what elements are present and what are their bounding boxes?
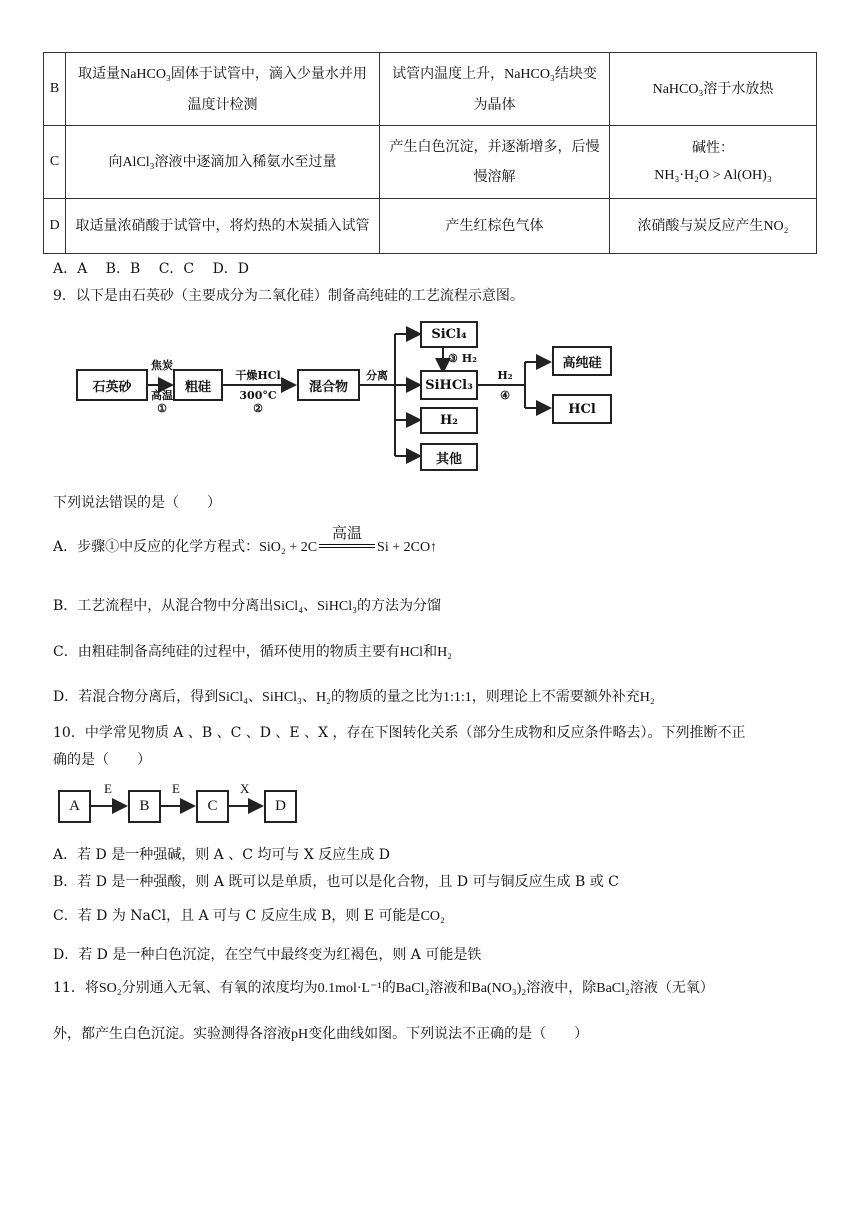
q10-option-b: B．若 D 是一种强酸，则 A 既可以是单质，也可以是化合物，且 D 可与铜反应生成 B 或 C [53, 874, 619, 890]
table-row [44, 126, 817, 199]
box-sihcl3: SiHCl₃ [420, 370, 478, 400]
step1-condition: 高温 [151, 389, 173, 402]
operation-cell: 取适量浓硝酸于试管中，将灼热的木炭插入试管 [66, 199, 380, 254]
conversion-diagram [58, 783, 308, 828]
operation-cell: 向AlCl₃溶液中逐滴加入稀氨水至过量 [66, 126, 380, 199]
table-row [44, 53, 817, 126]
experiment-table [43, 52, 817, 254]
step1-number: ① [157, 402, 167, 415]
q10-option-c: C．若 D 为 NaCl，且 A 可与 C 反应生成 B，则 E 可能是CO₂ [53, 908, 445, 924]
q9-prompt: 下列说法错误的是（ ） [53, 495, 221, 511]
arrow-label-x: X [240, 781, 250, 796]
step2-reagent: 干燥HCl [235, 369, 281, 382]
q9-option-d: D．若混合物分离后，得到SiCl₄、SiHCl₃、H₂的物质的量之比为1:1:1，则理论上不需要额外补充H₂ [53, 689, 655, 705]
step2-number: ② [253, 402, 263, 415]
step2-condition: 300°C [239, 389, 277, 402]
row-label: B [44, 53, 66, 126]
separate-label: 分离 [366, 369, 388, 382]
phenomenon-cell: 试管内温度上升，NaHCO₃结块变为晶体 [380, 53, 610, 126]
box-quartz-sand: 石英砂 [76, 369, 148, 401]
step4-reagent: H₂ [497, 369, 513, 382]
q9-option-c: C．由粗硅制备高纯硅的过程中，循环使用的物质主要有HCl和H₂ [53, 644, 453, 660]
table-row [44, 199, 817, 254]
conclusion-cell: NaHCO₃溶于水放热 [610, 53, 817, 126]
step1-reagent: 焦炭 [151, 359, 173, 372]
step3-label: ③ H₂ [448, 352, 477, 365]
arrow-label-e1: E [104, 781, 112, 796]
q9-stem: 9．以下是由石英砂（主要成分为二氧化硅）制备高纯硅的工艺流程示意图。 [53, 288, 524, 304]
step4-number: ④ [500, 389, 510, 402]
box-b: B [128, 790, 161, 823]
box-d: D [264, 790, 297, 823]
box-c: C [196, 790, 229, 823]
row-label: C [44, 126, 66, 199]
box-crude-silicon: 粗硅 [173, 369, 223, 401]
box-pure-silicon: 高纯硅 [552, 346, 612, 376]
conclusion-cell: 浓硝酸与炭反应产生NO₂ [610, 199, 817, 254]
phenomenon-cell: 产生白色沉淀，并逐渐增多，后慢慢溶解 [380, 126, 610, 199]
box-hcl: HCl [552, 394, 612, 424]
q10-option-a: A．若 D 是一种强碱，则 A 、C 均可与 X 反应生成 D [53, 847, 390, 863]
phenomenon-cell: 产生红棕色气体 [380, 199, 610, 254]
q9-option-b: B．工艺流程中，从混合物中分离出SiCl₄、SiHCl₃的方法为分馏 [53, 598, 441, 614]
box-mixture: 混合物 [297, 369, 360, 401]
box-sicl4: SiCl₄ [420, 321, 478, 348]
operation-cell: 取适量NaHCO₃固体于试管中，滴入少量水并用温度计检测 [66, 53, 380, 126]
condition-equals: 高温 [317, 522, 377, 552]
q11-line1: 11．将SO₂分别通入无氧、有氧的浓度均为0.1mol·L⁻¹的BaCl₂溶液和Ba(NO₃)₂溶液中，除BaCl₂溶液（无氧） [53, 980, 714, 996]
q11-line2: 外，都产生白色沉淀。实验测得各溶液pH变化曲线如图。下列说法不正确的是（ ） [53, 1026, 589, 1042]
box-h2: H₂ [420, 407, 478, 434]
q10-stem-line1: 10．中学常见物质 A 、B 、C 、D 、E 、X ，存在下图转化关系（部分生成物和反应条件略去）。下列推断不正 [53, 725, 746, 741]
box-a: A [58, 790, 91, 823]
box-other: 其他 [420, 443, 478, 471]
arrow-label-e2: E [172, 781, 180, 796]
q8-options: A．A B．B C．C D．D [53, 261, 250, 277]
conclusion-cell: 碱性： NH₃·H₂O > Al(OH)₃ [610, 126, 817, 199]
q9-option-a: A．步骤①中反应的化学方程式：SiO₂ + 2C 高温 Si + 2CO↑ [53, 524, 438, 555]
row-label: D [44, 199, 66, 254]
q10-option-d: D．若 D 是一种白色沉淀，在空气中最终变为红褐色，则 A 可能是铁 [53, 947, 482, 963]
process-flowchart [70, 316, 630, 476]
q10-stem-line2: 确的是（ ） [53, 752, 151, 768]
